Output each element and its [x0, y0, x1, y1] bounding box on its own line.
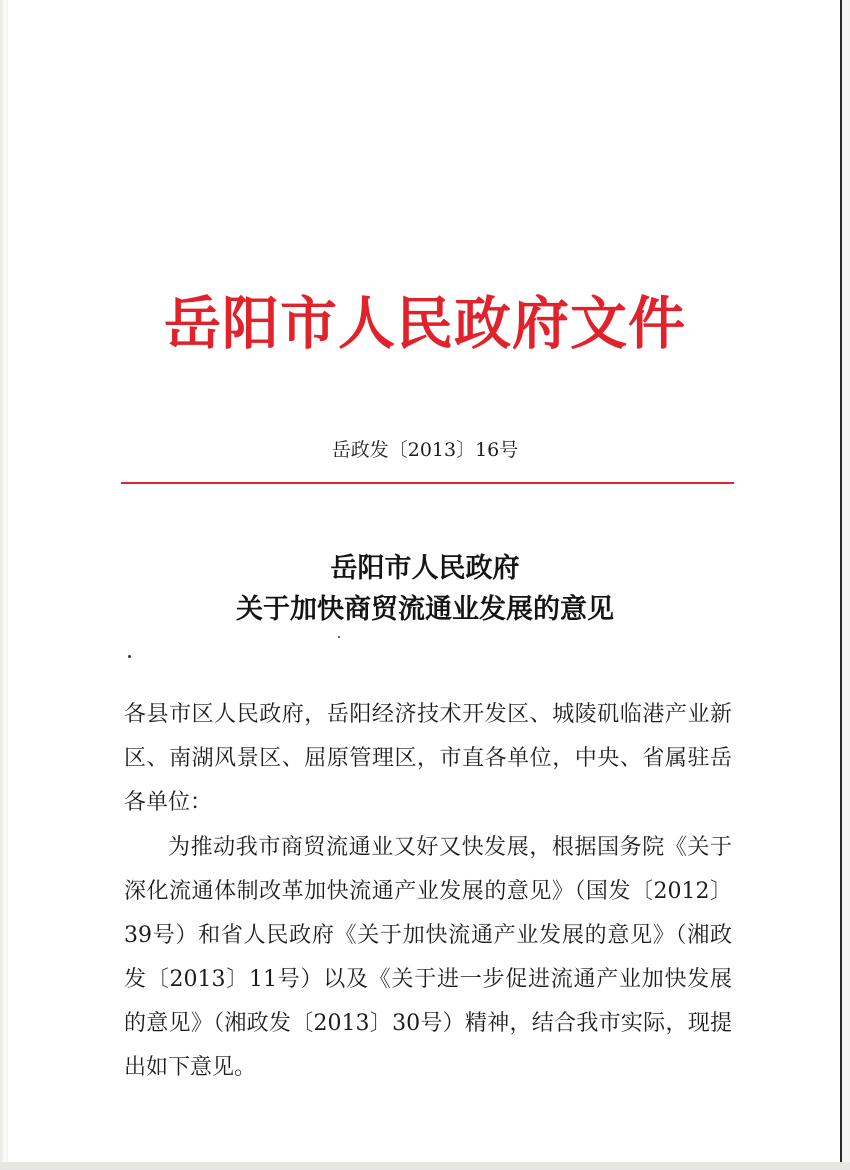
scan-speck	[338, 636, 340, 638]
scan-bottom-edge	[0, 1162, 850, 1170]
document-number: 岳政发〔2013〕16号	[331, 439, 519, 461]
addressee-paragraph: 各县市区人民政府，岳阳经济技术开发区、城陵矶临港产业新区、南湖风景区、屈原管理区，市直各单位，中央、省属驻岳各单位：	[124, 702, 732, 815]
scan-speck	[128, 655, 131, 658]
document-title-line-1: 岳阳市人民政府	[330, 553, 520, 584]
document-header: 岳阳市人民政府文件	[164, 290, 686, 357]
document-title-line-2: 关于加快商贸流通业发展的意见	[236, 594, 614, 625]
red-divider-line	[121, 482, 734, 484]
body-paragraph: 为推动我市商贸流通业又好又快发展，根据国务院《关于深化流通体制改革加快流通产业发展的意见》（国发〔2012〕39号）和省人民政府《关于加快流通产业发展的意见》（湘政发〔2013〕11号）以及《关于进一步促进流通产业加快发展的意见》（湘政发〔2013〕30号）精神，结合我市实际，现提出如下意见。	[124, 835, 732, 1080]
